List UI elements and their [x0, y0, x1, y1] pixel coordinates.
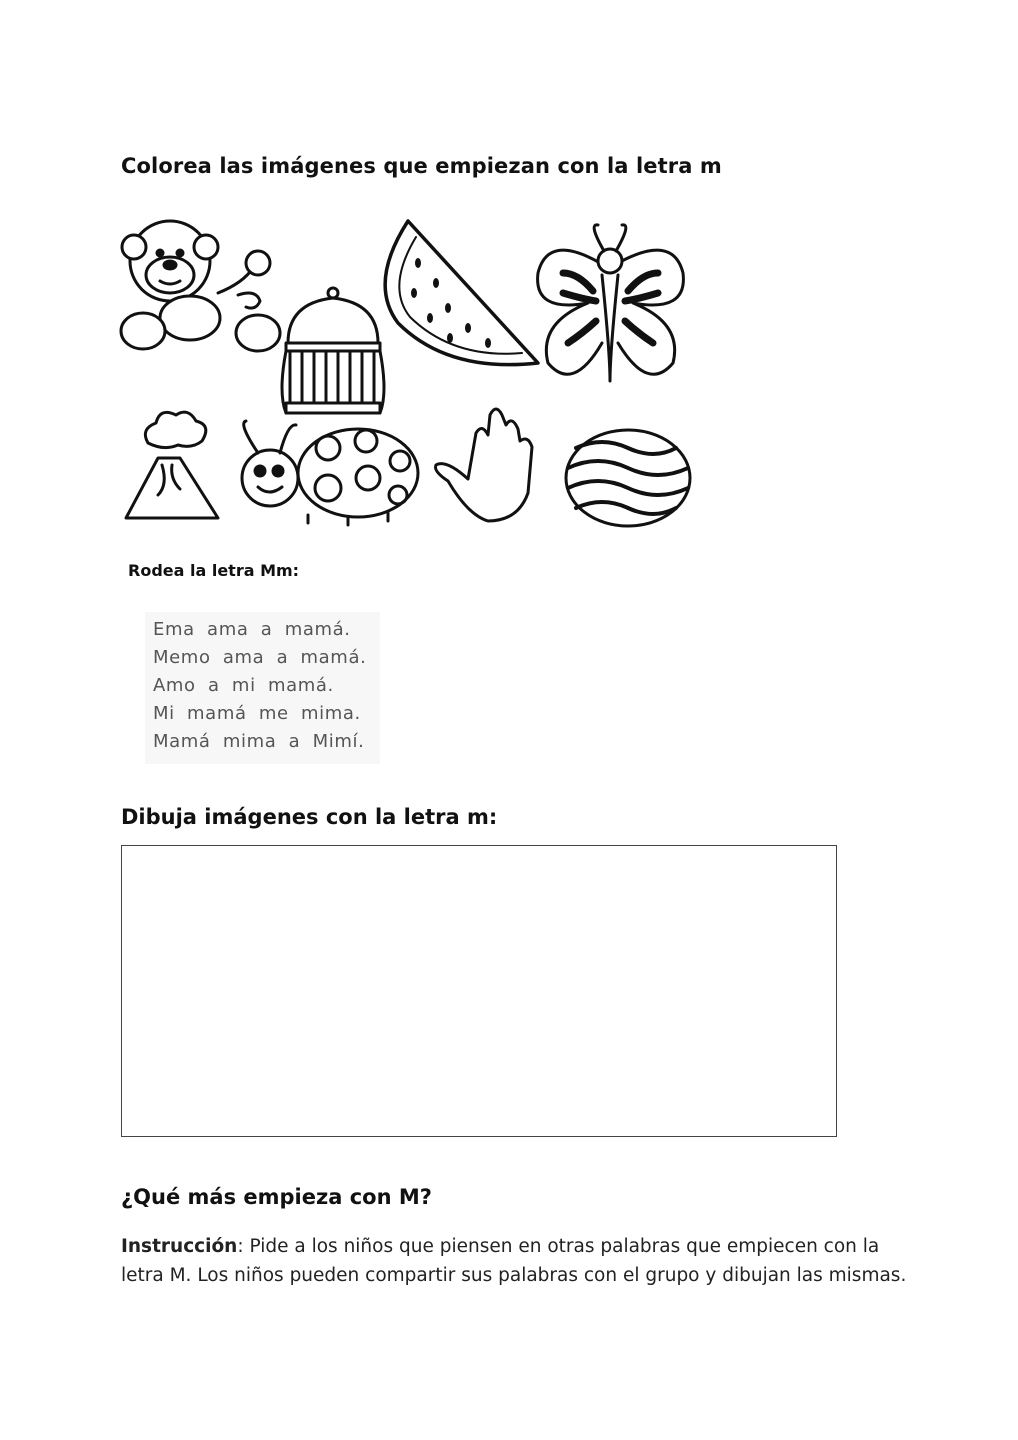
volcano-icon — [126, 412, 218, 518]
instruction-paragraph — [121, 1232, 911, 1290]
ladybug-icon — [242, 421, 418, 525]
watermelon-icon — [385, 221, 538, 365]
circle-letter-title: Rodea la letra Mm: — [128, 561, 300, 580]
more-words-title: ¿Qué más empieza con M? — [121, 1185, 432, 1209]
draw-title: Dibuja imágenes con la letra m: — [121, 805, 498, 829]
ball-icon — [566, 430, 690, 526]
coloring-illustration — [118, 203, 693, 535]
sentence-line: Ema ama a mamá. — [153, 619, 351, 640]
monkey-icon — [121, 221, 280, 351]
instruction-text: : Pide a los niños que piensen en otras palabras que empiecen con la letra M. Los niños pueden compartir sus palabras con el grupo y dibujan las mismas. — [121, 1236, 907, 1286]
sentence-line: Amo a mi mamá. — [153, 675, 334, 696]
hand-icon — [436, 409, 533, 521]
instruction-label: Instrucción — [121, 1236, 238, 1257]
sentence-line: Mi mamá me mima. — [153, 703, 361, 724]
sentence-line: Memo ama a mamá. — [153, 647, 367, 668]
sentence-image — [145, 612, 380, 764]
birdcage-icon — [282, 288, 384, 413]
butterfly-icon — [538, 225, 684, 381]
sentence-line: Mamá mima a Mimí. — [153, 731, 365, 752]
drawing-box[interactable] — [121, 845, 837, 1137]
coloring-title: Colorea las imágenes que empiezan con la letra m — [121, 154, 722, 178]
